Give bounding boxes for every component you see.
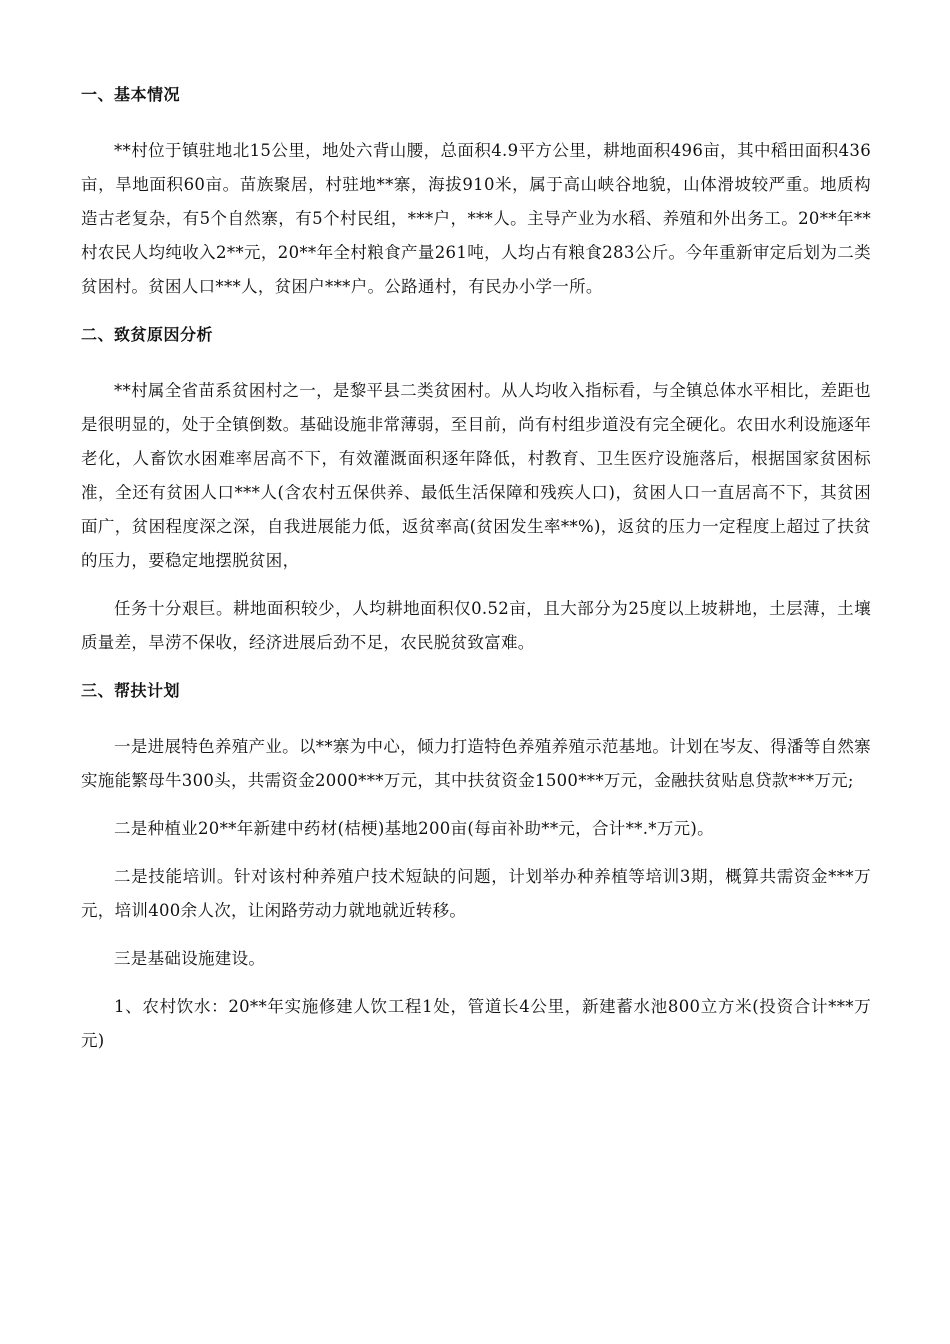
paragraph-plan-drinking-water: 1、农村饮水：20**年实施修建人饮工程1处，管道长4公里，新建蓄水池800立方米(投资合计***万元) [81,997,871,1050]
paragraph-plan-planting: 二是种植业20**年新建中药材(桔梗)基地200亩(每亩补助**元，合计**.*万元)。 [114,819,714,838]
paragraph-poverty-causes-2: 任务十分艰巨。耕地面积较少，人均耕地面积仅0.52亩，且大部分为25度以上坡耕地，土层薄，土壤质量差，旱涝不保收，经济进展后劲不足，农民脱贫致富难。 [81,599,871,652]
paragraph-poverty-causes-1: **村属全省苗系贫困村之一，是黎平县二类贫困村。从人均收入指标看，与全镇总体水平相比，差距也是很明显的，处于全镇倒数。基础设施非常薄弱，至目前，尚有村组步道没有完全硬化。农田水利设施逐年老化，人畜饮水困难率居高不下，有效灌溉面积逐年降低，村教育、卫生医疗设施落后，根据国家贫困标准，全还有贫困人口***人(含农村五保供养、最低生活保障和残疾人口)，贫困人口一直居高不下，其贫困面广，贫困程度深之深，自我进展能力低，返贫率高(贫困发生率**%)，返贫的压力一定程度上超过了扶贫的压力，要稳定地摆脱贫困， [81,381,871,570]
paragraph-plan-breeding: 一是进展特色养殖产业。以**寨为中心，倾力打造特色养殖养殖示范基地。计划在岑友、得潘等自然寨实施能繁母牛300头，共需资金2000***万元，其中扶贫资金1500***万元，金融扶贫贴息贷款***万元; [81,737,871,790]
paragraph-basic-info: **村位于镇驻地北15公里，地处六背山腰，总面积4.9平方公里，耕地面积496亩，其中稻田面积436亩，旱地面积60亩。苗族聚居，村驻地**寨，海拔910米，属于高山峡谷地貌，山体滑坡较严重。地质构造古老复杂，有5个自然寨，有5个村民组，***户，***人。主导产业为水稻、养殖和外出务工。20**年**村农民人均纯收入2**元，20**年全村粮食产量261吨，人均占有粮食283公斤。今年重新审定后划为二类贫困村。贫困人口***人，贫困户***户。公路通村，有民办小学一所。 [81,141,871,296]
section-heading-assistance-plan: 三、帮扶计划 [81,681,181,700]
paragraph-plan-training: 二是技能培训。针对该村种养殖户技术短缺的问题，计划举办种养植等培训3期，概算共需资金***万元，培训400余人次，让闲路劳动力就地就近转移。 [81,867,871,920]
section-heading-poverty-causes: 二、致贫原因分析 [81,325,214,344]
paragraph-plan-infrastructure: 三是基础设施建设。 [114,949,266,968]
section-heading-basic-info: 一、基本情况 [81,85,181,104]
document-body [81,78,871,1072]
